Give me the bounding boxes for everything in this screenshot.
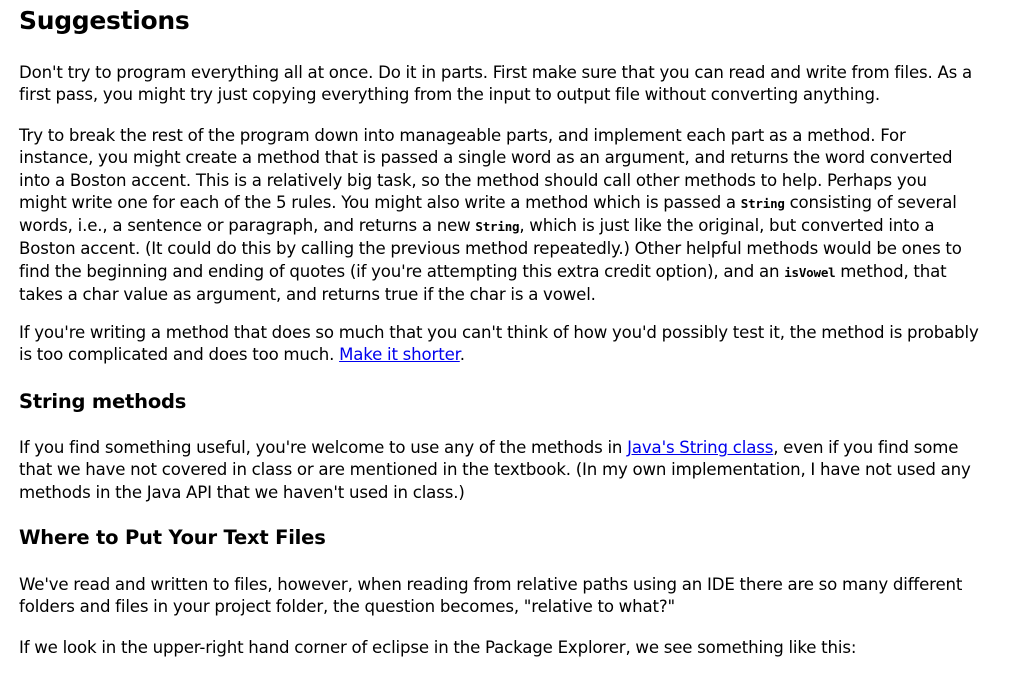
make-it-shorter-link[interactable]: Make it shorter xyxy=(339,345,460,365)
paragraph-text: . xyxy=(459,345,465,365)
page-title: Suggestions xyxy=(19,6,190,35)
paragraph-text: If you find something useful, you're welcome to use any of the methods in xyxy=(19,438,628,457)
paragraph-string-methods xyxy=(19,437,979,504)
paragraph-text: Try to break the rest of the program down into manageable parts, and implement each part as a method. For instance, you might create a method that is passed a single word as an argument, and returns the word converted into a Boston accent. This is a relatively big task, so the method should call other methods to help. Perhaps you might write one for each of the 5 rules. You might also write a method which is passed a xyxy=(19,126,953,212)
paragraph-package-explorer: If we look in the upper-right hand corner of eclipse in the Package Explorer, we see something like this: xyxy=(19,638,857,657)
code-isvowel: isVowel xyxy=(784,264,836,280)
paragraph-methods-breakdown xyxy=(19,125,979,306)
paragraph-text: , which is just like the original, but converted into a Boston accent. (It could do this by calling the previous method repeatedly.) Other helpful methods would be ones to find the beginning and ending of quotes (if you're attempting this extra credit option), and an xyxy=(19,216,962,281)
code-string: String xyxy=(740,195,785,211)
paragraph-first-pass: Don't try to program everything all at once. Do it in parts. First make sure that you can read and write from files. As a first pass, you might try just copying everything from the input to output file without converting anything. xyxy=(19,63,973,105)
paragraph-testing xyxy=(19,322,979,367)
paragraph-text: , even if you find some that we have not covered in class or are mentioned in the textbook. (In my own implementation, I have not used any methods in the Java API that we haven't used in class.) xyxy=(19,438,971,502)
java-string-class-link[interactable]: Java's String class xyxy=(627,438,774,457)
paragraph-text: method, that takes a char value as argument, and returns true if the char is a vowel. xyxy=(19,261,947,305)
paragraph-text: consisting of several words, i.e., a sentence or paragraph, and returns a new xyxy=(19,192,957,236)
section-heading-string-methods: String methods xyxy=(19,390,187,413)
paragraph-text: If you're writing a method that does so much that you can't think of how you'd possibly test it, the method is probably is too complicated and does too much. xyxy=(19,323,979,365)
code-string: String xyxy=(475,219,520,235)
section-heading-text-files: Where to Put Your Text Files xyxy=(19,526,326,549)
paragraph-relative-paths: We've read and written to files, however, when reading from relative paths using an IDE there are so many different folders and files in your project folder, the question becomes, "relative to what?" xyxy=(19,575,963,617)
